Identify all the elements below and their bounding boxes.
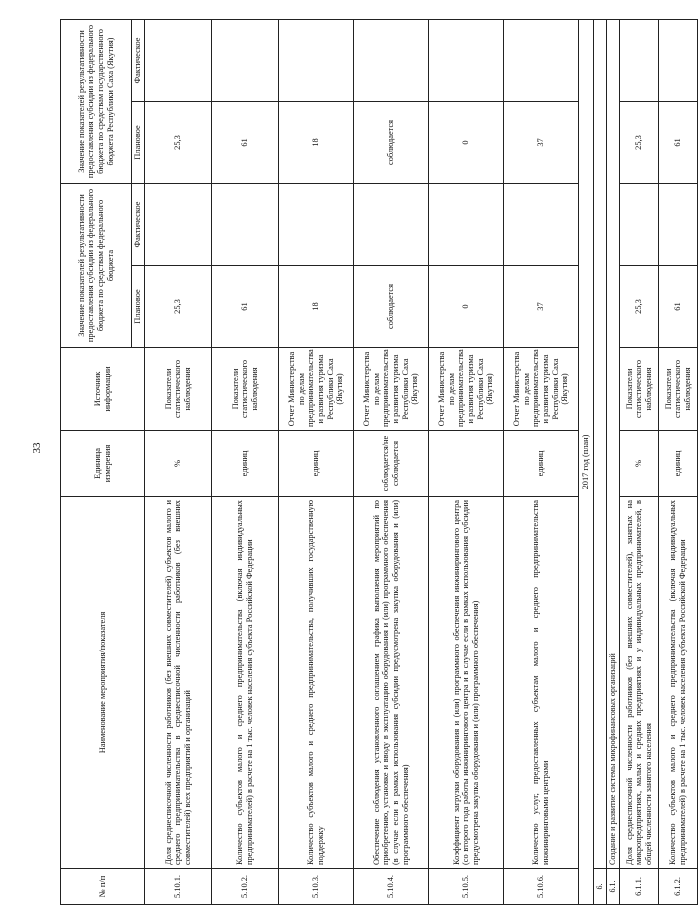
- table-row: [212, 19, 279, 904]
- table-row: [504, 19, 579, 904]
- row-unit: единиц: [659, 431, 698, 497]
- row-unit: %: [620, 431, 659, 497]
- row-num: 5.10.6.: [504, 869, 579, 905]
- row-num: 5.10.3.: [279, 869, 354, 905]
- header-rsya-group: Значение показателей результативности предоставления субсидии из федерального бюджета по средствам государственного бюджета Республики Саха (Якутия): [61, 19, 132, 183]
- header-fed-group: Значение показателей результативности предоставления субсидии из федерального бюджета по средствам федерального бюджета: [61, 183, 132, 347]
- row-fed-plan: 25,3: [145, 266, 212, 348]
- row-fed-plan: 61: [659, 266, 698, 348]
- row-rsya-fact: [354, 19, 429, 101]
- row-rsya-fact: [212, 19, 279, 101]
- row-num: 5.10.2.: [212, 869, 279, 905]
- table-row: [279, 19, 354, 904]
- row-rsya-fact: [659, 19, 698, 101]
- row-rsya-fact: [504, 19, 579, 101]
- row-rsya-plan: 25,3: [620, 101, 659, 183]
- rotated-table-sheet: [60, 20, 692, 905]
- section-name: [594, 19, 607, 868]
- row-rsya-plan: 0: [429, 101, 504, 183]
- row-unit: соблюдается/не соблюдается: [354, 431, 429, 497]
- row-source: Отчет Министерства по делам предпринимательства и развития туризма Республики Саха (Якутия): [279, 348, 354, 431]
- row-source: Отчет Министерства по делам предпринимательства и развития туризма Республики Саха (Якутия): [504, 348, 579, 431]
- table-row: [354, 19, 429, 904]
- row-name: Обеспечение соблюдения установленного соглашением графика выполнения мероприятий по приобретению, установке и вводу в эксплуатацию оборудования и (или) программного обеспечения (в случае если в рамках использования субсидии предусмотрена закупка оборудования и (или) программного обеспечения): [354, 497, 429, 869]
- page-number: 33: [31, 442, 43, 454]
- subsection-num: 6.1.: [607, 869, 620, 905]
- row-rsya-plan: 18: [279, 101, 354, 183]
- row-num: 5.10.5.: [429, 869, 504, 905]
- row-rsya-fact: [429, 19, 504, 101]
- row-unit: единиц: [212, 431, 279, 497]
- row-source: Показатели статистического наблюдения: [659, 348, 698, 431]
- header-source: Источник информации: [61, 348, 145, 431]
- row-rsya-plan: 61: [212, 101, 279, 183]
- subsection-row: [607, 19, 620, 904]
- row-unit: единиц: [279, 431, 354, 497]
- header-unit: Единица измерения: [61, 431, 145, 497]
- header-name: Наименование мероприятия/показателя: [61, 497, 145, 869]
- row-rsya-plan: 61: [659, 101, 698, 183]
- row-rsya-plan: 25,3: [145, 101, 212, 183]
- row-name: Количество субъектов малого и среднего предпринимательства (включая индивидуальных предпринимателей) в расчете на 1 тыс. человек населения субъекта Российской Федерации: [659, 497, 698, 869]
- row-fed-plan: 25,3: [620, 266, 659, 348]
- row-num: 5.10.4.: [354, 869, 429, 905]
- row-rsya-plan: 37: [504, 101, 579, 183]
- row-rsya-fact: [279, 19, 354, 101]
- section-row: [594, 19, 607, 904]
- row-name: Количество субъектов малого и среднего предпринимательства (включая индивидуальных предпринимателей) в расчете на 1 тыс. человек населения субъекта Российской Федерации: [212, 497, 279, 869]
- row-num: 6.1.1.: [620, 869, 659, 905]
- row-source: Показатели статистического наблюдения: [620, 348, 659, 431]
- section-num: 6.: [594, 869, 607, 905]
- row-source: Показатели статистического наблюдения: [145, 348, 212, 431]
- row-fed-fact: [429, 183, 504, 265]
- header-num: № п/п: [61, 869, 145, 905]
- row-fed-fact: [354, 183, 429, 265]
- row-fed-fact: [145, 183, 212, 265]
- row-fed-plan: 61: [212, 266, 279, 348]
- year-row: [579, 19, 594, 904]
- row-name: Коэффициент загрузки оборудования и (или) программного обеспечения инжинирингового центра (со второго года работы инжинирингового центра и в случае если в рамках использования субсидии предусмотрена закупка оборудования и (или) программного обеспечения): [429, 497, 504, 869]
- header-fed-plan: Плановое: [132, 266, 145, 348]
- row-fed-fact: [212, 183, 279, 265]
- row-num: 6.1.2.: [659, 869, 698, 905]
- row-rsya-fact: [620, 19, 659, 101]
- year-label: 2017 год (план): [579, 19, 594, 904]
- row-source: Отчет Министерства по делам предпринимательства и развития туризма Республики Саха (Якутия): [429, 348, 504, 431]
- row-fed-plan: 37: [504, 266, 579, 348]
- row-num: 5.10.1.: [145, 869, 212, 905]
- row-fed-fact: [659, 183, 698, 265]
- row-fed-fact: [620, 183, 659, 265]
- row-fed-plan: 18: [279, 266, 354, 348]
- table-row: [145, 19, 212, 904]
- header-fed-fact: Фактическое: [132, 183, 145, 265]
- results-table: [60, 19, 698, 905]
- table-row: [620, 19, 659, 904]
- subsection-name: Создание и развитие системы микрофинансовых организаций: [607, 19, 620, 868]
- row-source: Показатели статистического наблюдения: [212, 348, 279, 431]
- row-unit: единиц: [504, 431, 579, 497]
- row-unit: %: [145, 431, 212, 497]
- row-name: Количество услуг, предоставленных субъектам малого и среднего предпринимательства инжиниринговыми центрами: [504, 497, 579, 869]
- row-name: Доля среднесписочной численности работников (без внешних совместителей), занятых на микропредприятиях, малых и средних предприятиях и у индивидуальных предпринимателей, в общей численности занятого населения: [620, 497, 659, 869]
- row-unit: [429, 431, 504, 497]
- table-row: [659, 19, 698, 904]
- row-fed-fact: [279, 183, 354, 265]
- row-rsya-plan: соблюдается: [354, 101, 429, 183]
- row-source: Отчет Министерства по делам предпринимательства и развития туризма Республики Саха (Якутия): [354, 348, 429, 431]
- row-fed-plan: соблюдается: [354, 266, 429, 348]
- row-rsya-fact: [145, 19, 212, 101]
- row-fed-plan: 0: [429, 266, 504, 348]
- row-name: Количество субъектов малого и среднего предпринимательства, получивших государственную поддержку: [279, 497, 354, 869]
- table-row: [429, 19, 504, 904]
- header-rsya-plan: Плановое: [132, 101, 145, 183]
- row-fed-fact: [504, 183, 579, 265]
- row-name: Доля среднесписочной численности работников (без внешних совместителей) субъектов малого и среднего предпринимательства в среднесписочной численности работников (без внешних совместителей) всех предприятий и организаций: [145, 497, 212, 869]
- header-rsya-fact: Фактическое: [132, 19, 145, 101]
